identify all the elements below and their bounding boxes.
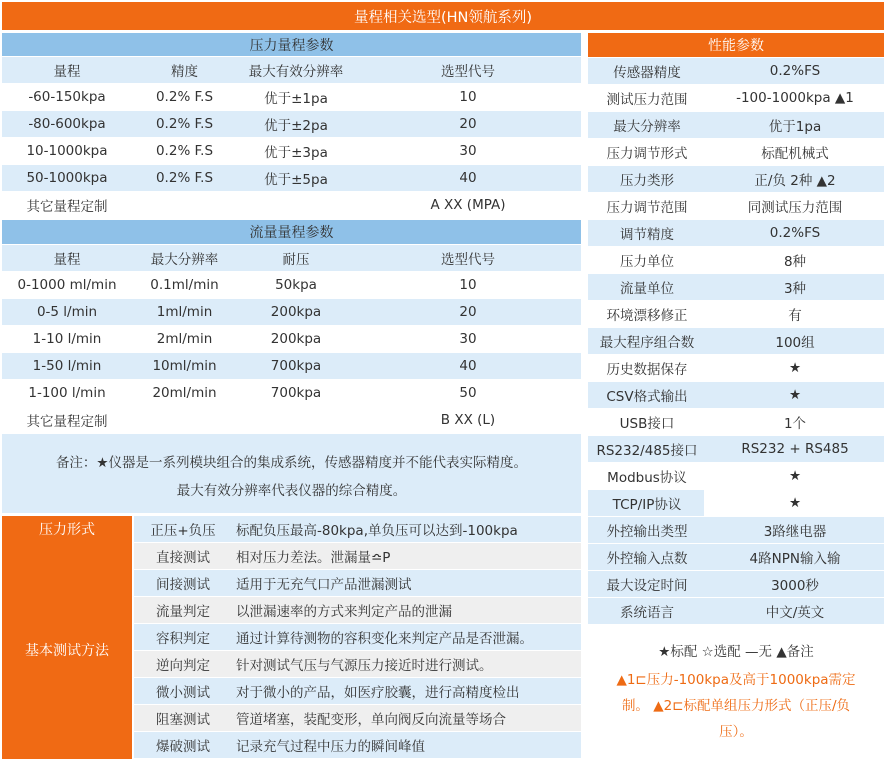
resolution-cell: 优于±1pa: [264, 91, 328, 107]
param-name: 流量单位: [620, 281, 674, 297]
column-header: 最大有效分辨率: [248, 64, 344, 80]
resolution-cell: 0.1ml/min: [150, 277, 219, 293]
method-name: 容积判定: [156, 631, 210, 647]
custom-range-code: B XX (L): [440, 412, 496, 428]
note-line: 制。 ▲2⊏标配单组压力形式（正压/负: [621, 698, 851, 714]
resolution-cell: 优于±2pa: [264, 118, 328, 134]
method-name: 阻塞测试: [156, 712, 210, 728]
param-value: 100组: [775, 335, 815, 351]
precision-cell: 0.2% F.S: [155, 170, 214, 186]
range-cell: -80-600kpa: [28, 116, 106, 132]
code-cell: 40: [459, 358, 477, 374]
withstand-cell: 200kpa: [270, 331, 322, 347]
param-name: 系统语言: [620, 605, 674, 621]
range-cell: 0-1000 ml/min: [17, 277, 117, 293]
custom-range-label: 其它量程定制: [26, 199, 108, 215]
custom-range-code: A XX (MPA): [430, 197, 506, 213]
range-cell: -60-150kpa: [28, 89, 106, 105]
param-name: 环境漂移修正: [606, 308, 688, 324]
column-header: 选型代号: [441, 252, 495, 268]
note-line: ▲1⊏压力-100kpa及高于1000kpa需定: [616, 672, 856, 688]
param-value: 1个: [783, 416, 807, 432]
range-cell: 10-1000kpa: [26, 143, 108, 159]
param-value: 3种: [783, 281, 807, 297]
param-name: 调节精度: [620, 227, 674, 243]
param-value: 优于1pa: [768, 119, 822, 135]
legend: ★标配 ☆选配 —无 ▲备注: [658, 644, 814, 660]
code-cell: 20: [459, 304, 477, 320]
param-value: -100-1000kpa ▲1: [736, 90, 854, 106]
resolution-cell: 20ml/min: [152, 385, 217, 401]
remark-line: 备注：★仪器是一系列模块组合的集成系统，传感器精度并不能代表实际精度。: [55, 455, 528, 471]
withstand-cell: 700kpa: [270, 385, 322, 401]
method-name: 逆向判定: [156, 658, 210, 674]
test-methods-label: 基本测试方法: [25, 643, 109, 659]
column-header: 最大分辨率: [150, 252, 219, 268]
range-cell: 1-100 l/min: [28, 385, 106, 401]
param-name: TCP/IP协议: [612, 497, 682, 513]
code-cell: 30: [459, 143, 477, 159]
method-desc: 记录充气过程中压力的瞬间峰值: [236, 739, 425, 755]
pressure-form-name: 正压+负压: [150, 523, 216, 539]
param-name: RS232/485接口: [596, 443, 698, 459]
param-name: 压力类形: [620, 173, 674, 189]
column-header: 量程: [53, 252, 81, 268]
param-name: 最大分辨率: [613, 119, 681, 135]
param-name: CSV格式输出: [606, 389, 688, 405]
method-desc: 以泄漏速率的方式来判定产品的泄漏: [236, 604, 452, 620]
param-name: 外控输出类型: [606, 524, 688, 540]
range-cell: 1-50 l/min: [32, 358, 102, 374]
param-value: 标配机械式: [761, 146, 829, 162]
withstand-cell: 700kpa: [270, 358, 322, 374]
method-name: 直接测试: [156, 550, 210, 566]
param-name: 历史数据保存: [606, 362, 688, 378]
method-desc: 针对测试气压与气源压力接近时进行测试。: [236, 658, 493, 674]
pressure-form-label: 压力形式: [39, 522, 95, 538]
param-value: 同测试压力范围: [747, 200, 843, 216]
column-header: 选型代号: [441, 64, 495, 80]
note-line: 压）。: [719, 724, 753, 740]
custom-range-label: 其它量程定制: [26, 414, 108, 430]
range-cell: 50-1000kpa: [26, 170, 108, 186]
method-name: 微小测试: [156, 685, 210, 701]
param-value: 中文/英文: [765, 605, 825, 621]
code-cell: 20: [459, 116, 477, 132]
param-name: 压力单位: [620, 254, 674, 270]
method-name: 间接测试: [156, 577, 210, 593]
precision-cell: 0.2% F.S: [155, 143, 214, 159]
code-cell: 30: [459, 331, 477, 347]
withstand-cell: 50kpa: [275, 277, 317, 293]
code-cell: 10: [459, 89, 477, 105]
resolution-cell: 优于±5pa: [264, 172, 328, 188]
code-cell: 40: [459, 170, 477, 186]
column-header: 量程: [53, 64, 81, 80]
method-desc: 管道堵塞，装配变形，单向阀反向流量等场合: [236, 712, 506, 728]
param-value: 0.2%FS: [769, 225, 821, 241]
method-desc: 通过计算待测物的容积变化来判定产品是否泄漏。: [236, 631, 533, 647]
code-cell: 10: [459, 277, 477, 293]
param-value: ★: [788, 387, 802, 403]
withstand-cell: 200kpa: [270, 304, 322, 320]
param-name: 最大程序组合数: [599, 335, 695, 351]
resolution-cell: 10ml/min: [152, 358, 217, 374]
method-desc: 对于微小的产品，如医疗胶囊，进行高精度检出: [236, 685, 520, 701]
param-value: ★: [788, 360, 802, 376]
param-name: 最大设定时间: [606, 578, 688, 594]
param-name: 压力调节形式: [606, 146, 688, 162]
param-value: RS232 + RS485: [741, 441, 849, 457]
param-value: ★: [788, 495, 802, 511]
param-name: USB接口: [619, 416, 675, 432]
param-value: 3000秒: [771, 578, 819, 594]
range-cell: 1-10 l/min: [32, 331, 102, 347]
param-value: 正/负 2种 ▲2: [754, 173, 836, 189]
precision-cell: 0.2% F.S: [155, 116, 214, 132]
range-cell: 0-5 l/min: [36, 304, 98, 320]
param-value: 4路NPN输入输: [749, 551, 841, 567]
pressure-range-header: 压力量程参数: [2, 33, 581, 56]
param-value: 有: [788, 308, 802, 324]
param-name: 传感器精度: [613, 65, 681, 81]
resolution-cell: 优于±3pa: [264, 145, 328, 161]
param-name: 测试压力范围: [606, 92, 688, 108]
method-desc: 相对压力差法。泄漏量≏P: [236, 550, 391, 566]
resolution-cell: 2ml/min: [156, 331, 213, 347]
param-value: 8种: [783, 254, 807, 270]
remark-line: 最大有效分辨率代表仪器的综合精度。: [176, 483, 407, 499]
column-header: 耐压: [282, 252, 310, 268]
page-title: 量程相关选型(HN领航系列): [2, 2, 884, 30]
resolution-cell: 1ml/min: [156, 304, 213, 320]
method-desc: 适用于无充气口产品泄漏测试: [236, 577, 412, 593]
code-cell: 50: [459, 385, 477, 401]
param-name: 压力调节范围: [606, 200, 688, 216]
column-header: 精度: [171, 64, 198, 80]
method-name: 爆破测试: [156, 739, 210, 755]
precision-cell: 0.2% F.S: [155, 89, 214, 105]
param-name: Modbus协议: [607, 470, 687, 486]
pressure-form-desc: 标配负压最高-80kpa,单负压可以达到-100kpa: [236, 523, 518, 539]
method-name: 流量判定: [156, 604, 210, 620]
param-name: 外控输入点数: [606, 551, 688, 567]
param-value: 3路继电器: [763, 524, 827, 540]
param-value: 0.2%FS: [769, 63, 821, 79]
flow-range-header: 流量量程参数: [2, 220, 581, 244]
performance-header: 性能参数: [588, 33, 884, 57]
param-value: ★: [788, 468, 802, 484]
